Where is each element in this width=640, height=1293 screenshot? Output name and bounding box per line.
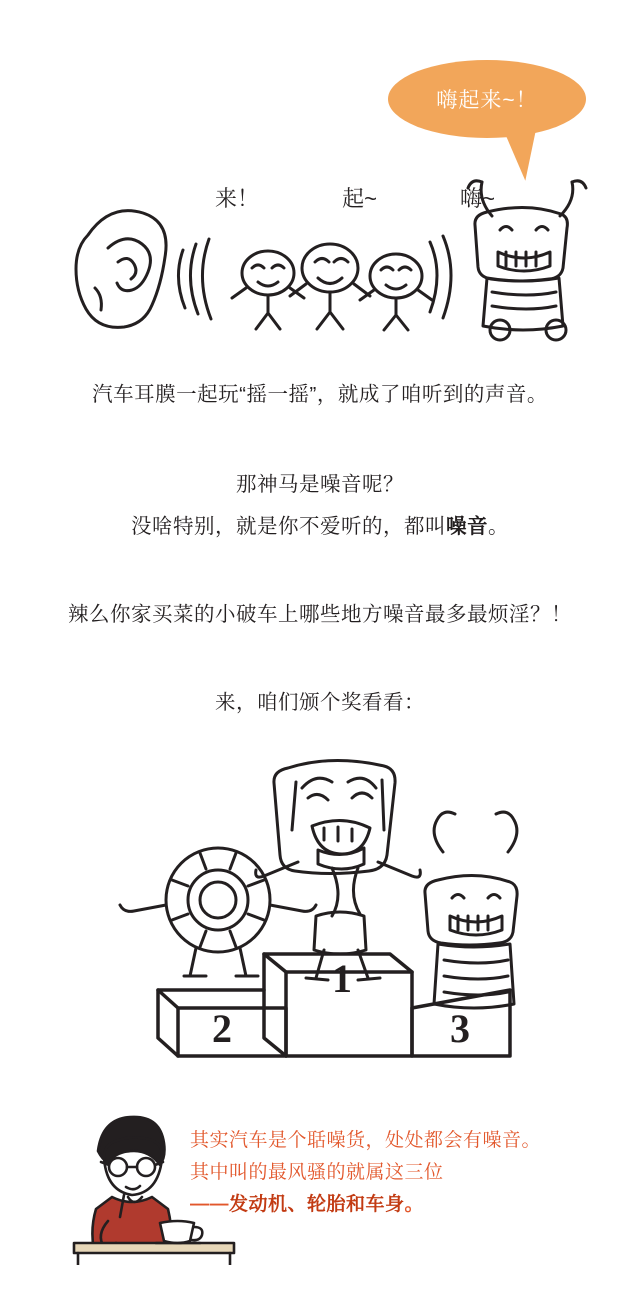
shout-word-2: 起~ — [342, 186, 377, 211]
podium-scene — [0, 740, 640, 1070]
footer-text — [190, 1125, 620, 1221]
speech-bubble-text: 嗨起来~！ — [436, 89, 538, 112]
shout-word-1: 来！ — [215, 186, 260, 211]
body-line-3-bold: 噪音 — [446, 515, 488, 538]
podium-rank-second: 2 — [212, 1006, 232, 1051]
footer-line-1: 其实汽车是个聒噪货，处处都会有噪音。 — [190, 1130, 542, 1151]
footer-line-3-suffix: 。 — [404, 1194, 425, 1215]
footer-line-2: 其中叫的最风骚的就属这三位 — [190, 1162, 444, 1183]
car-body-character-icon — [425, 812, 517, 1008]
body-line-2: 那神马是噪音呢？ — [236, 473, 404, 496]
eardrum-character-icon — [232, 251, 304, 329]
body-line-5: 来，咱们颁个奖看看： — [215, 691, 425, 714]
top-comic-scene — [0, 30, 640, 350]
footer-line-3-prefix: —— — [190, 1194, 229, 1215]
shout-word-3: 嗨~ — [460, 186, 495, 211]
footer-line-3-highlight: 发动机、轮胎和车身 — [229, 1194, 405, 1215]
podium-illustration — [0, 740, 640, 1070]
body-line-1: 汽车耳膜一起玩“摇一摇”，就成了咱听到的声音。 — [92, 383, 548, 406]
ear-icon — [76, 211, 166, 328]
engine-character-icon — [256, 760, 421, 980]
body-line-4: 辣么你家买菜的小破车上哪些地方噪音最多最烦淫？！ — [68, 603, 572, 626]
footer-line-3 — [190, 1189, 620, 1221]
footer-quote — [0, 1095, 640, 1255]
body-line-3-prefix: 没啥特别，就是你不爱听的，都叫 — [131, 515, 446, 538]
shout-words — [215, 182, 495, 213]
podium-rank-first: 1 — [332, 956, 352, 1001]
body-line-3-suffix: 。 — [488, 515, 509, 538]
podium-rank-third: 3 — [450, 1006, 470, 1051]
body-line-3 — [0, 510, 640, 544]
